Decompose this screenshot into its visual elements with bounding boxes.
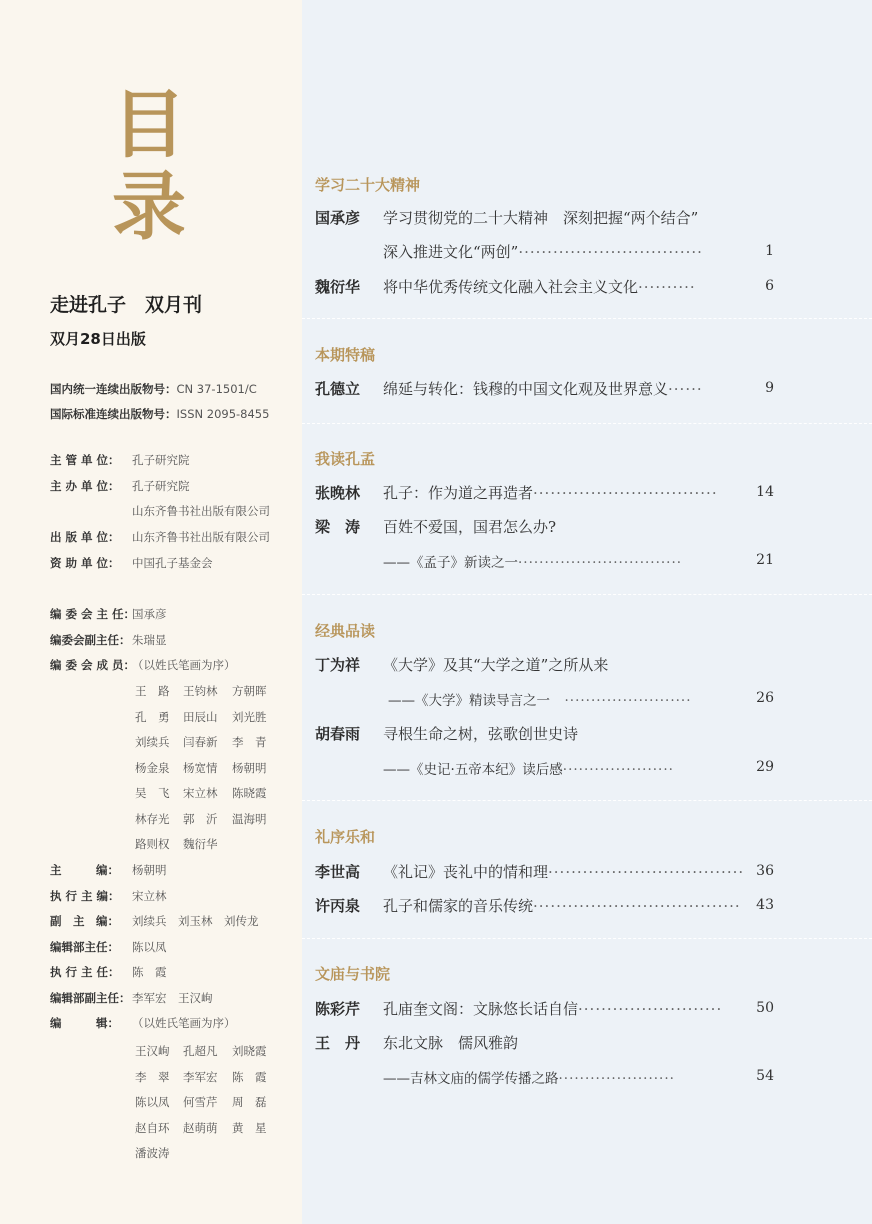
section-title: 我读孔孟 (315, 450, 376, 468)
article-title-text: 将中华优秀传统文化融入社会主义文化 (383, 278, 639, 296)
name: 孔超凡 (183, 1044, 218, 1058)
issn-code (50, 406, 269, 422)
staff-value: 陈 霞 (132, 965, 167, 979)
article-subtitle[interactable] (383, 1067, 675, 1087)
staff-label: 主 编： (50, 863, 119, 877)
unit-row (50, 478, 190, 494)
unit-row (50, 555, 213, 571)
article-subtitle-text: ——《大学》精读导言之一 (388, 693, 550, 709)
staff-label: 编 辑： (50, 1016, 119, 1030)
name: 宋立林 (183, 786, 218, 800)
name: 温海明 (232, 812, 267, 826)
name: 刘晓霞 (232, 1044, 267, 1058)
page-number: 6 (765, 278, 774, 294)
unit-value: 山东齐鲁书社出版有限公司 (132, 530, 270, 544)
leader-dots: ································ (518, 243, 703, 261)
staff-label: 执 行 主 编： (50, 889, 120, 903)
staff-value: 国承彦 (132, 607, 167, 621)
unit-row (50, 503, 270, 519)
page-number: 21 (756, 552, 774, 568)
title-char-mu: 目 (112, 82, 186, 168)
staff-value: 朱瑞显 (132, 633, 167, 647)
name: 王汉峋 (135, 1044, 170, 1058)
name: 王钧林 (183, 684, 218, 698)
staff-value: 李军宏 王汉峋 (132, 991, 213, 1005)
staff-row (50, 990, 213, 1006)
title-char-lu: 录 (112, 164, 186, 250)
name: 孔 勇 (135, 710, 170, 724)
author: 胡春雨 (315, 725, 361, 743)
unit-label: 主 管 单 位： (50, 453, 120, 467)
author: 丁为祥 (315, 656, 361, 674)
staff-label: 编 委 会 成 员： (50, 658, 136, 672)
section-divider (302, 938, 872, 939)
article-title[interactable]: 百姓不爱国，国君怎么办? (383, 518, 557, 536)
article-title-text: 绵延与转化：钱穆的中国文化观及世界意义 (383, 380, 669, 398)
magazine-name: 走进孔子 双月刊 (50, 294, 203, 316)
section-title: 礼序乐和 (315, 828, 376, 846)
staff-row (50, 1015, 236, 1031)
unit-value: 山东齐鲁书社出版有限公司 (132, 504, 270, 518)
author: 国承彦 (315, 209, 361, 227)
leader-dots: ························ (550, 693, 692, 709)
unit-label: 出 版 单 位： (50, 530, 120, 544)
issn-code-label: 国际标准连续出版物号： (50, 407, 177, 421)
article-title[interactable] (383, 998, 722, 1019)
staff-label: 编辑部主任： (50, 940, 119, 954)
page-number: 1 (765, 243, 774, 259)
section-title: 经典品读 (315, 622, 376, 640)
issn-code-value: ISSN 2095-8455 (176, 407, 270, 421)
author: 李世高 (315, 863, 361, 881)
unit-value: 中国孔子基金会 (132, 556, 213, 570)
name: 林存光 (135, 812, 170, 826)
page-number: 50 (756, 1000, 774, 1016)
article-title-text: 《礼记》丧礼中的情和理 (383, 863, 549, 881)
author: 魏衍华 (315, 278, 361, 296)
staff-row (50, 862, 167, 878)
leader-dots: ····················· (562, 762, 674, 778)
staff-label: 编 委 会 主 任： (50, 607, 136, 621)
staff-row (50, 939, 167, 955)
section-title: 本期特稿 (315, 346, 376, 364)
article-subtitle-text: ——吉林文庙的儒学传播之路 (383, 1071, 559, 1087)
leader-dots: ···································· (533, 897, 741, 915)
staff-row (50, 888, 167, 904)
article-title-text: 孔庙奎文阁：文脉悠长话自信 (383, 1000, 579, 1018)
name: 方朝晖 (232, 684, 267, 698)
name: 魏衍华 (183, 837, 218, 851)
publish-schedule: 双月28日出版 (50, 330, 146, 348)
name: 吴 飞 (135, 786, 170, 800)
leader-dots: ································ (533, 484, 718, 502)
staff-row (50, 657, 236, 673)
article-title[interactable] (383, 378, 703, 399)
article-title[interactable] (383, 861, 744, 882)
name: 赵萌萌 (183, 1121, 218, 1135)
staff-value: （以姓氏笔画为序） (132, 1016, 236, 1030)
page-number: 26 (756, 690, 774, 706)
unit-row (50, 529, 270, 545)
name: 刘续兵 (135, 735, 170, 749)
article-subtitle[interactable] (383, 551, 682, 571)
cn-code-value: CN 37-1501/C (176, 382, 257, 396)
page-number: 14 (756, 484, 774, 500)
name: 周 磊 (232, 1095, 267, 1109)
name: 黄 星 (232, 1121, 267, 1135)
staff-label: 执 行 主 任： (50, 965, 120, 979)
article-title[interactable]: 《大学》及其“大学之道”之所从来 (383, 656, 609, 674)
page-number: 29 (756, 759, 774, 775)
article-title[interactable] (383, 895, 741, 916)
staff-row (50, 964, 167, 980)
leader-dots: ······················ (558, 1071, 675, 1087)
leader-dots: ·································· (548, 863, 745, 881)
name: 闫春新 (183, 735, 218, 749)
unit-label: 资 助 单 位： (50, 556, 120, 570)
name: 陈以凤 (135, 1095, 170, 1109)
name: 杨宽情 (183, 761, 218, 775)
section-divider (302, 318, 872, 319)
article-title[interactable]: 学习贯彻党的二十大精神 深刻把握“两个结合” (383, 209, 699, 227)
name: 路则权 (135, 837, 170, 851)
unit-value: 孔子研究院 (132, 479, 190, 493)
section-title: 学习二十大精神 (315, 176, 421, 194)
name: 李军宏 (183, 1070, 218, 1084)
cn-code (50, 381, 257, 397)
article-title-text: 深入推进文化“两创” (383, 243, 519, 261)
unit-row (50, 452, 190, 468)
article-title[interactable] (383, 276, 696, 297)
article-subtitle-text: ——《孟子》新读之一 (383, 555, 518, 571)
section-title: 文庙与书院 (315, 965, 391, 983)
staff-row (50, 606, 167, 622)
page-number: 43 (756, 897, 774, 913)
author: 王 丹 (315, 1034, 361, 1052)
author: 陈彩芹 (315, 1000, 361, 1018)
name: 何雪芹 (183, 1095, 218, 1109)
name: 郭 沂 (183, 812, 218, 826)
article-subtitle[interactable] (383, 758, 674, 778)
name: 王 路 (135, 684, 170, 698)
author: 孔德立 (315, 380, 361, 398)
article-title[interactable]: 寻根生命之树，弦歌创世史诗 (383, 725, 579, 743)
leader-dots: ·········· (638, 278, 696, 296)
article-title-text: 孔子：作为道之再造者 (383, 484, 534, 502)
name: 李 翠 (135, 1070, 170, 1084)
author: 张晚林 (315, 484, 361, 502)
article-subtitle[interactable] (388, 689, 692, 709)
article-title[interactable]: 东北文脉 儒风雅韵 (383, 1034, 519, 1052)
section-divider (302, 594, 872, 595)
name: 赵自环 (135, 1121, 170, 1135)
page-number: 36 (756, 863, 774, 879)
staff-label: 编辑部副主任： (50, 991, 131, 1005)
staff-value: 宋立林 (132, 889, 167, 903)
unit-value: 孔子研究院 (132, 453, 190, 467)
name: 田辰山 (183, 710, 218, 724)
author: 许丙泉 (315, 897, 361, 915)
name: 陈 霞 (232, 1070, 267, 1084)
leader-dots: ························· (578, 1000, 723, 1018)
name: 刘光胜 (232, 710, 267, 724)
section-divider (302, 423, 872, 424)
staff-row (50, 632, 167, 648)
page-number: 54 (756, 1068, 774, 1084)
staff-label: 编委会副主任： (50, 633, 131, 647)
cn-code-label: 国内统一连续出版物号： (50, 382, 177, 396)
author: 梁 涛 (315, 518, 361, 536)
article-subtitle-text: ——《史记·五帝本纪》读后感 (383, 762, 563, 778)
leader-dots: ······························· (518, 555, 683, 571)
article-title[interactable] (383, 482, 718, 503)
name: 潘波涛 (135, 1146, 170, 1160)
name: 陈晓霞 (232, 786, 267, 800)
staff-value: （以姓氏笔画为序） (132, 658, 236, 672)
staff-label: 副 主 编： (50, 914, 119, 928)
staff-value: 陈以凤 (132, 940, 167, 954)
article-title-cont[interactable] (383, 241, 703, 262)
page-number: 9 (765, 380, 774, 396)
staff-row (50, 913, 259, 929)
staff-value: 杨朝明 (132, 863, 167, 877)
name: 杨金泉 (135, 761, 170, 775)
section-divider (302, 800, 872, 801)
unit-label: 主 办 单 位： (50, 479, 120, 493)
leader-dots: ······ (668, 380, 703, 398)
name: 李 青 (232, 735, 267, 749)
name: 杨朝明 (232, 761, 267, 775)
staff-value: 刘续兵 刘玉林 刘传龙 (132, 914, 259, 928)
article-title-text: 孔子和儒家的音乐传统 (383, 897, 534, 915)
